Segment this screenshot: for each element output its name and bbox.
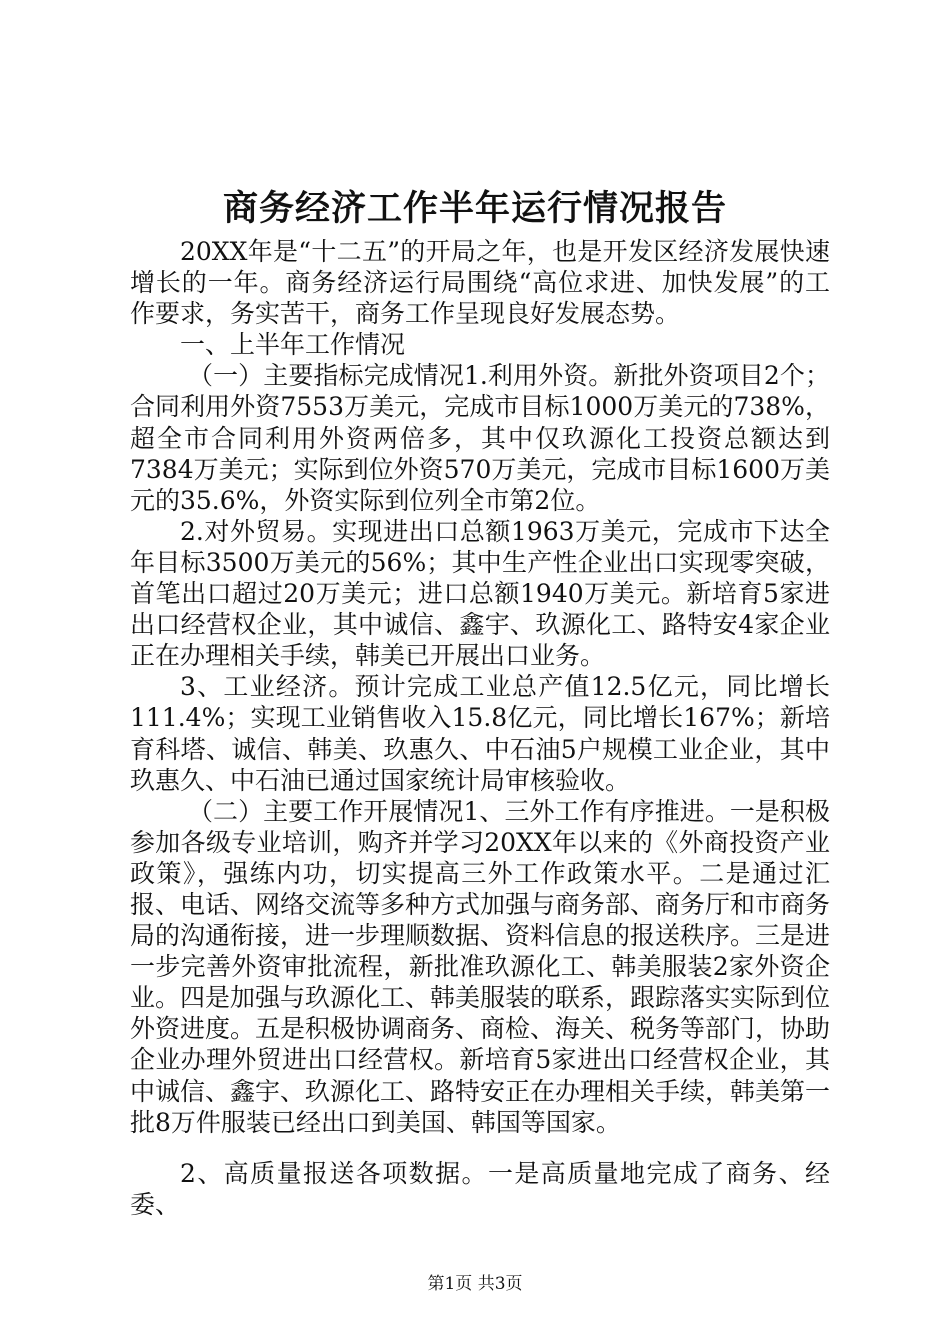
data-reporting-paragraph: 2、高质量报送各项数据。一是高质量地完成了商务、经委、 — [130, 1158, 830, 1219]
section-heading: 一、上半年工作情况 — [180, 330, 406, 360]
industrial-economy-paragraph: 3、工业经济。预计完成工业总产值12.5亿元，同比增长111.4%；实现工业销售收入15.8亿元，同比增长167%；新培育科塔、诚信、韩美、玖惠久、中石油5户规模工业企业，其中玖惠久、中石油已通过国家统计局审核验收。 — [130, 672, 830, 795]
document-title: 商务经济工作半年运行情况报告 — [222, 188, 727, 229]
main-work-paragraph: （二）主要工作开展情况1、三外工作有序推进。一是积极参加各级专业培训，购齐并学习20XX年以来的《外商投资产业政策》，强练内功，切实提高三外工作政策水平。二是通过汇报、电话、网络交流等多种方式加强与商务部、商务厅和市商务局的沟通衔接，进一步理顺数据、资料信息的报送秩序。三是进一步完善外资审批流程，新批准玖源化工、韩美服装2家外资企业。四是加强与玖源化工、韩美服装的联系，跟踪落实实际到位外资进度。五是积极协调商务、商检、海关、税务等部门，协助企业办理外贸进出口经营权。新培育5家进出口经营权企业，其中诚信、鑫宇、玖源化工、路特安正在办理相关手续，韩美第一批8万件服装已经出口到美国、韩国等国家。 — [130, 796, 831, 1137]
foreign-trade-paragraph: 2.对外贸易。实现进出口总额1963万美元，完成市下达全年目标3500万美元的56%；其中生产性企业出口实现零突破，首笔出口超过20万美元；进口总额1940万美元。新培育5家进出口经营权企业，其中诚信、鑫宇、玖源化工、路特安4家企业正在办理相关手续，韩美已开展出口业务。 — [130, 516, 830, 671]
page-footer: 第1页 共3页 — [427, 1274, 523, 1294]
foreign-investment-paragraph: （一）主要指标完成情况1.利用外资。新批外资项目2个；合同利用外资7553万美元，完成市目标1000万美元的738%，超全市合同利用外资两倍多，其中仅玖源化工投资总额达到7384万美元；实际到位外资570万美元，完成市目标1600万美元的35.6%，外资实际到位列全市第2位。 — [130, 361, 830, 515]
document-body — [130, 236, 830, 1220]
intro-paragraph: 20XX年是“十二五”的开局之年，也是开发区经济发展快速增长的一年。商务经济运行局围绕“高位求进、加快发展”的工作要求，务实苦干，商务工作呈现良好发展态势。 — [130, 237, 830, 329]
